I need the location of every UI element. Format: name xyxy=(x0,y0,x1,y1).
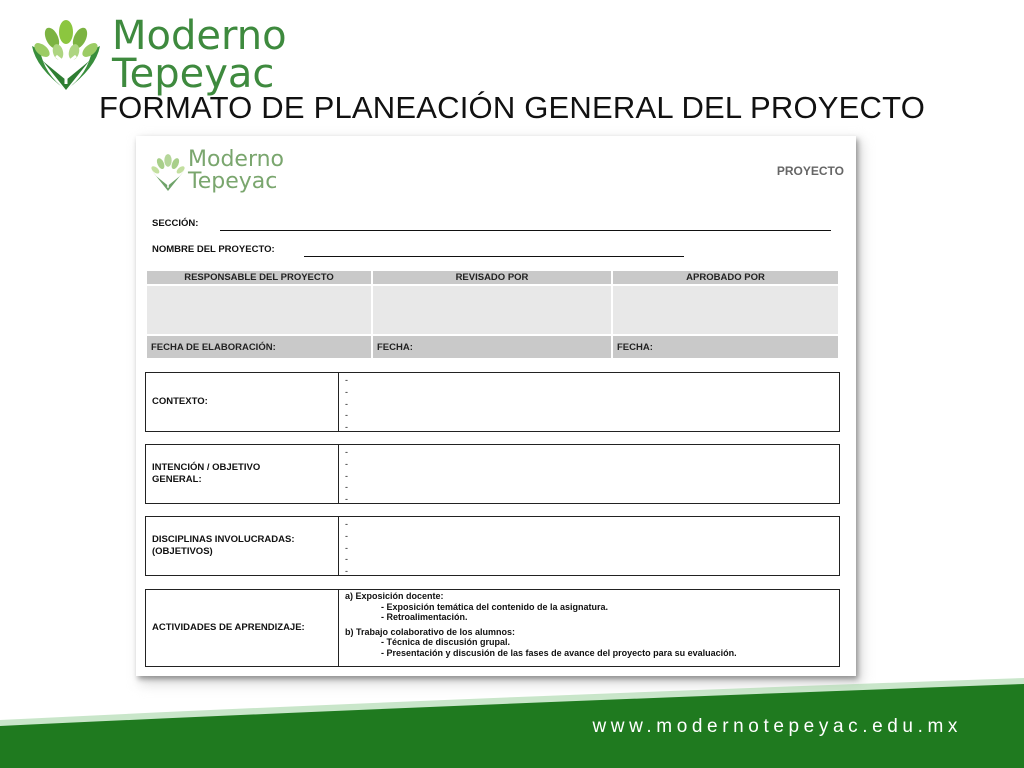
section-intencion xyxy=(145,444,840,504)
signature-cell xyxy=(373,286,611,334)
section-label-line: CONTEXTO: xyxy=(152,396,208,407)
document-tag: PROYECTO xyxy=(776,164,844,178)
date-cell: FECHA: xyxy=(613,336,838,358)
section-label-line: DISCIPLINAS INVOLUCRADAS: xyxy=(152,534,295,545)
seccion-label: SECCIÓN: xyxy=(152,218,199,229)
section-contexto xyxy=(145,372,840,432)
tree-logo-icon xyxy=(28,16,104,92)
section-label xyxy=(146,373,339,431)
activity-item: - Técnica de discusión grupal. xyxy=(381,637,511,648)
planning-form-document xyxy=(136,136,856,676)
brand-logo xyxy=(28,14,318,98)
footer-band xyxy=(0,660,1024,768)
bullet-item: - xyxy=(345,410,348,421)
signature-cell xyxy=(147,286,371,334)
section-label-line: (OBJETIVOS) xyxy=(152,546,213,557)
date-cell: FECHA: xyxy=(373,336,611,358)
bullet-item: - xyxy=(345,447,348,457)
bullet-item: - xyxy=(345,398,348,409)
document-brand-line2: Tepeyac xyxy=(188,169,278,194)
bullet-item: - xyxy=(345,554,348,565)
bullet-item: - xyxy=(345,494,348,505)
nombre-proyecto-line xyxy=(304,256,684,257)
bullet-item: - xyxy=(345,542,348,553)
activity-item: - Retroalimentación. xyxy=(381,612,468,623)
activity-item: - Presentación y discusión de las fases de avance del proyecto para su evaluación. xyxy=(381,647,737,658)
signature-cell xyxy=(613,286,838,334)
section-label-line: INTENCIÓN / OBJETIVO xyxy=(152,462,261,473)
approval-grid xyxy=(145,269,840,360)
date-cell: FECHA DE ELABORACIÓN: xyxy=(147,336,371,358)
section-label xyxy=(146,517,339,575)
bullet-item: - xyxy=(345,375,348,385)
bullet-item: - xyxy=(345,422,348,433)
section-bullets xyxy=(339,373,839,431)
bullet-item: - xyxy=(345,482,348,493)
section-disciplinas xyxy=(145,516,840,576)
column-header: RESPONSABLE DEL PROYECTO xyxy=(147,271,371,284)
slide-title: FORMATO DE PLANEACIÓN GENERAL DEL PROYECTO xyxy=(98,90,926,125)
section-label xyxy=(146,445,339,503)
nombre-proyecto-label: NOMBRE DEL PROYECTO: xyxy=(152,244,275,255)
section-label-line: GENERAL: xyxy=(152,474,202,485)
bullet-item: - xyxy=(345,386,348,397)
bullet-item: - xyxy=(345,519,348,529)
bullet-item: - xyxy=(345,530,348,541)
section-label: ACTIVIDADES DE APRENDIZAJE: xyxy=(146,590,339,666)
activity-heading: a) Exposición docente: xyxy=(345,591,444,601)
bullet-item: - xyxy=(345,458,348,469)
section-bullets xyxy=(339,517,839,575)
document-brand-line1: Moderno xyxy=(188,147,285,172)
bullet-item: - xyxy=(345,470,348,481)
section-actividades xyxy=(145,589,840,667)
column-header: REVISADO POR xyxy=(373,271,611,284)
activity-heading: b) Trabajo colaborativo de los alumnos: xyxy=(345,626,516,637)
column-header: APROBADO POR xyxy=(613,271,838,284)
document-logo xyxy=(148,148,298,200)
brand-name-line2: Tepeyac xyxy=(112,51,275,97)
activity-item: - Exposición temática del contenido de la asignatura. xyxy=(381,601,609,612)
seccion-line xyxy=(220,230,831,231)
activities-content xyxy=(339,590,737,666)
section-bullets xyxy=(339,445,839,503)
brand-name-line1: Moderno xyxy=(112,13,287,59)
website-url[interactable]: www.modernotepeyac.edu.mx xyxy=(592,716,962,737)
bullet-item: - xyxy=(345,566,348,577)
tree-logo-icon xyxy=(148,152,188,192)
